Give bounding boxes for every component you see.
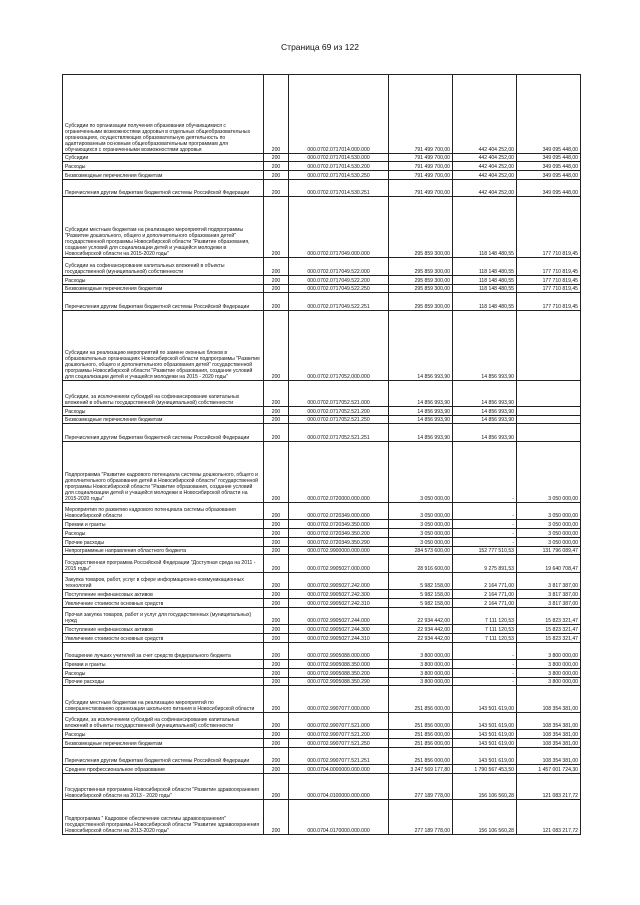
- row-executed-amount: 118 148 480,55: [453, 275, 517, 284]
- row-name-cell: Мероприятия по развитию кадрового потенциала системы образования Новосибирской области: [63, 502, 264, 519]
- row-name-cell: Субсидии, за исключением субсидий на софинансирование капитальных вложений в объекты государственной (муниципальной) собственности: [63, 712, 264, 729]
- row-executed-amount: -: [453, 642, 517, 659]
- row-kbk-cell: 000.0702.9907077.000.000: [289, 686, 389, 712]
- row-kbk-cell: 000.0702.9900000.000.000: [289, 546, 389, 555]
- table-row: [63, 537, 581, 546]
- row-approved-amount: 284 573 600,00: [389, 546, 453, 555]
- row-kbk-cell: 000.0702.0717014.530.000: [289, 153, 389, 162]
- row-kbk-cell: 000.0702.0720000.000.000: [289, 441, 389, 502]
- row-kbk-cell: 000.0702.9905027.000.000: [289, 555, 389, 572]
- row-executed-amount: 143 501 619,00: [453, 686, 517, 712]
- table-row: [63, 730, 581, 739]
- table-row: [63, 75, 581, 154]
- row-remaining-amount: 3 050 000,00: [517, 537, 581, 546]
- row-code-cell: 200: [264, 634, 289, 643]
- row-executed-amount: 442 404 252,00: [453, 162, 517, 171]
- row-approved-amount: 791 499 700,00: [389, 179, 453, 196]
- row-name-cell: Безвозмездные перечисления бюджетам: [63, 415, 264, 424]
- row-name-cell: Государственная программа Российской Федерации "Доступная среда на 2011 - 2015 годы": [63, 555, 264, 572]
- row-remaining-amount: 3 800 000,00: [517, 642, 581, 659]
- row-executed-amount: -: [453, 537, 517, 546]
- row-executed-amount: -: [453, 668, 517, 677]
- table-row: [63, 660, 581, 669]
- row-remaining-amount: 349 095 448,00: [517, 162, 581, 171]
- row-kbk-cell: 000.0702.0717049.000.000: [289, 197, 389, 258]
- row-approved-amount: 791 499 700,00: [389, 153, 453, 162]
- row-kbk-cell: 000.0702.0717014.000.000: [289, 75, 389, 154]
- table-row: [63, 572, 581, 589]
- row-executed-amount: 2 164 771,00: [453, 572, 517, 589]
- row-name-cell: Субсидии, за исключением субсидий на софинансирование капитальных вложений в объекты государственной (муниципальной) собственности: [63, 380, 264, 406]
- row-approved-amount: 251 856 000,00: [389, 686, 453, 712]
- row-name-cell: Субсидии на реализацию мероприятий по замене оконных блоков в образовательных организациях Новосибирской области подпрограммы "Развитие дошкольного, общего и дополнительного образования детей" государственной программы Новосибирской области "Развитие образования, создание условий для социализации детей и учащейся молодежи на 2015 - 2020 годы": [63, 310, 264, 380]
- row-name-cell: Государственная программа Новосибирской области "Развитие здравоохранения Новосибирской области на 2013 - 2020 годы": [63, 773, 264, 799]
- row-executed-amount: 14 856 993,90: [453, 406, 517, 415]
- budget-table: [62, 74, 581, 835]
- row-kbk-cell: 000.0702.0717049.522.000: [289, 258, 389, 275]
- row-code-cell: 200: [264, 765, 289, 774]
- table-row: [63, 642, 581, 659]
- row-code-cell: 200: [264, 441, 289, 502]
- page-number-label: Страница 69 из 122: [281, 42, 359, 52]
- row-name-cell: Перечисления другим бюджетам бюджетной системы Российской Федерации: [63, 179, 264, 196]
- table-row: [63, 677, 581, 686]
- row-code-cell: 200: [264, 502, 289, 519]
- row-approved-amount: 251 856 000,00: [389, 738, 453, 747]
- row-kbk-cell: 000.0702.0720349.350.200: [289, 529, 389, 538]
- table-row: [63, 634, 581, 643]
- row-executed-amount: 143 501 619,00: [453, 738, 517, 747]
- row-remaining-amount: [517, 415, 581, 424]
- row-code-cell: 200: [264, 590, 289, 599]
- row-remaining-amount: 3 800 000,00: [517, 677, 581, 686]
- row-remaining-amount: 349 095 448,00: [517, 75, 581, 154]
- row-executed-amount: -: [453, 441, 517, 502]
- row-remaining-amount: 108 354 381,00: [517, 730, 581, 739]
- row-kbk-cell: 000.0702.0717049.522.200: [289, 275, 389, 284]
- table-row: [63, 529, 581, 538]
- table-row: [63, 153, 581, 162]
- row-code-cell: 200: [264, 284, 289, 293]
- row-code-cell: 200: [264, 668, 289, 677]
- table-row: [63, 424, 581, 441]
- row-code-cell: 200: [264, 406, 289, 415]
- table-row: [63, 275, 581, 284]
- row-name-cell: Прочие расходы: [63, 677, 264, 686]
- row-kbk-cell: 000.0702.0717052.521.000: [289, 380, 389, 406]
- table-row: [63, 415, 581, 424]
- row-name-cell: Поощрение лучших учителей за счет средств федерального бюджета: [63, 642, 264, 659]
- row-approved-amount: 3 050 000,00: [389, 441, 453, 502]
- row-remaining-amount: 121 083 217,72: [517, 799, 581, 834]
- row-approved-amount: 295 859 300,00: [389, 197, 453, 258]
- row-code-cell: 200: [264, 75, 289, 154]
- table-row: [63, 668, 581, 677]
- row-kbk-cell: 000.0702.9905027.244.310: [289, 634, 389, 643]
- row-remaining-amount: 15 823 321,47: [517, 625, 581, 634]
- row-name-cell: Поступление нефинансовых активов: [63, 625, 264, 634]
- row-executed-amount: 14 856 993,90: [453, 310, 517, 380]
- row-code-cell: 200: [264, 712, 289, 729]
- row-remaining-amount: 108 354 381,00: [517, 712, 581, 729]
- row-executed-amount: 143 501 619,00: [453, 747, 517, 764]
- row-name-cell: Прочие расходы: [63, 537, 264, 546]
- row-executed-amount: 9 275 891,53: [453, 555, 517, 572]
- row-approved-amount: 277 189 778,00: [389, 773, 453, 799]
- row-remaining-amount: 177 710 819,45: [517, 284, 581, 293]
- row-approved-amount: 14 856 993,90: [389, 415, 453, 424]
- row-approved-amount: 14 856 993,90: [389, 310, 453, 380]
- row-code-cell: 200: [264, 642, 289, 659]
- row-code-cell: 200: [264, 773, 289, 799]
- row-name-cell: Перечисления другим бюджетам бюджетной системы Российской Федерации: [63, 424, 264, 441]
- row-remaining-amount: 131 796 089,47: [517, 546, 581, 555]
- row-code-cell: 200: [264, 162, 289, 171]
- table-row: [63, 179, 581, 196]
- table-row: [63, 773, 581, 799]
- row-remaining-amount: 108 354 381,00: [517, 747, 581, 764]
- table-row: [63, 293, 581, 310]
- row-remaining-amount: 108 354 381,00: [517, 738, 581, 747]
- row-remaining-amount: 3 050 000,00: [517, 441, 581, 502]
- row-remaining-amount: 3 817 387,00: [517, 590, 581, 599]
- row-kbk-cell: 000.0702.0717052.521.200: [289, 406, 389, 415]
- row-name-cell: Расходы: [63, 162, 264, 171]
- row-remaining-amount: 177 710 819,45: [517, 197, 581, 258]
- row-executed-amount: 1 790 567 453,50: [453, 765, 517, 774]
- row-remaining-amount: 1 457 001 724,30: [517, 765, 581, 774]
- row-kbk-cell: 000.0702.9905027.242.300: [289, 590, 389, 599]
- row-code-cell: 200: [264, 275, 289, 284]
- row-name-cell: Перечисления другим бюджетам бюджетной системы Российской Федерации: [63, 293, 264, 310]
- table-row: [63, 406, 581, 415]
- table-row: [63, 590, 581, 599]
- row-approved-amount: 791 499 700,00: [389, 171, 453, 180]
- row-code-cell: 200: [264, 537, 289, 546]
- row-name-cell: Расходы: [63, 668, 264, 677]
- row-name-cell: Субсидии местным бюджетам на реализацию мероприятий подпрограммы "Развитие дошкольного, общего и дополнительного образования детей" государственной программы Новосибирской области "Развитие образования, создание условий для социализации детей и учащейся молодежи в Новосибирской области на 2015-2020 годы": [63, 197, 264, 258]
- row-name-cell: Среднее профессиональное образование: [63, 765, 264, 774]
- table-row: [63, 502, 581, 519]
- row-name-cell: Увеличение стоимости основных средств: [63, 634, 264, 643]
- row-code-cell: 200: [264, 546, 289, 555]
- row-approved-amount: 3 247 569 177,80: [389, 765, 453, 774]
- row-executed-amount: 2 164 771,00: [453, 599, 517, 608]
- row-code-cell: 200: [264, 555, 289, 572]
- row-executed-amount: 7 111 120,53: [453, 634, 517, 643]
- table-row: [63, 555, 581, 572]
- row-remaining-amount: [517, 310, 581, 380]
- row-approved-amount: 3 800 000,00: [389, 660, 453, 669]
- row-remaining-amount: 3 800 000,00: [517, 660, 581, 669]
- row-executed-amount: 156 106 560,28: [453, 773, 517, 799]
- row-kbk-cell: 000.0702.0720349.350.290: [289, 537, 389, 546]
- row-name-cell: Субсидии местным бюджетам на реализацию мероприятий по совершенствованию организации школьного питания в Новосибирской области: [63, 686, 264, 712]
- row-kbk-cell: 000.0704.0100000.000.000: [289, 773, 389, 799]
- row-executed-amount: 7 111 120,53: [453, 607, 517, 624]
- row-approved-amount: 295 859 300,00: [389, 258, 453, 275]
- table-row: [63, 310, 581, 380]
- row-kbk-cell: 000.0702.9905088.350.290: [289, 677, 389, 686]
- table-row: [63, 520, 581, 529]
- row-code-cell: 200: [264, 197, 289, 258]
- row-kbk-cell: 000.0702.0717014.530.251: [289, 179, 389, 196]
- row-code-cell: 200: [264, 660, 289, 669]
- row-executed-amount: 7 111 120,53: [453, 625, 517, 634]
- row-kbk-cell: 000.0702.9907077.521.000: [289, 712, 389, 729]
- table-row: [63, 747, 581, 764]
- row-approved-amount: 251 856 000,00: [389, 747, 453, 764]
- row-approved-amount: 14 856 993,90: [389, 380, 453, 406]
- row-approved-amount: 295 859 300,00: [389, 293, 453, 310]
- row-name-cell: Безвозмездные перечисления бюджетам: [63, 284, 264, 293]
- table-row: [63, 799, 581, 834]
- table-row: [63, 546, 581, 555]
- row-code-cell: 200: [264, 572, 289, 589]
- row-name-cell: Увеличение стоимости основных средств: [63, 599, 264, 608]
- row-kbk-cell: 000.0702.0720349.000.000: [289, 502, 389, 519]
- row-approved-amount: 3 800 000,00: [389, 677, 453, 686]
- row-remaining-amount: 15 823 321,47: [517, 607, 581, 624]
- row-approved-amount: 22 934 442,00: [389, 625, 453, 634]
- row-approved-amount: 3 050 000,00: [389, 520, 453, 529]
- row-executed-amount: 118 148 480,55: [453, 284, 517, 293]
- row-name-cell: Премии и гранты: [63, 660, 264, 669]
- row-remaining-amount: 3 050 000,00: [517, 529, 581, 538]
- row-approved-amount: 28 916 600,00: [389, 555, 453, 572]
- row-kbk-cell: 000.0702.0717052.521.251: [289, 424, 389, 441]
- row-remaining-amount: 349 095 448,00: [517, 171, 581, 180]
- row-executed-amount: -: [453, 660, 517, 669]
- row-kbk-cell: 000.0702.9905088.000.000: [289, 642, 389, 659]
- table-row: [63, 599, 581, 608]
- row-kbk-cell: 000.0702.0717049.522.251: [289, 293, 389, 310]
- table-row: [63, 171, 581, 180]
- row-approved-amount: 791 499 700,00: [389, 162, 453, 171]
- table-row: [63, 738, 581, 747]
- row-code-cell: 200: [264, 529, 289, 538]
- row-name-cell: Прочая закупка товаров, работ и услуг для государственных (муниципальных) нужд: [63, 607, 264, 624]
- row-executed-amount: 442 404 252,00: [453, 153, 517, 162]
- row-remaining-amount: 177 710 819,45: [517, 275, 581, 284]
- table-row: [63, 162, 581, 171]
- row-approved-amount: 3 050 000,00: [389, 502, 453, 519]
- row-kbk-cell: 000.0704.0170000.000.000: [289, 799, 389, 834]
- row-executed-amount: -: [453, 529, 517, 538]
- row-code-cell: 200: [264, 738, 289, 747]
- row-executed-amount: 118 148 480,55: [453, 197, 517, 258]
- table-row: [63, 625, 581, 634]
- row-code-cell: 200: [264, 607, 289, 624]
- row-code-cell: 200: [264, 415, 289, 424]
- row-approved-amount: 295 859 300,00: [389, 275, 453, 284]
- row-executed-amount: 442 404 252,00: [453, 171, 517, 180]
- row-kbk-cell: 000.0702.9905027.242.000: [289, 572, 389, 589]
- row-kbk-cell: 000.0702.0717014.530.200: [289, 162, 389, 171]
- row-remaining-amount: [517, 406, 581, 415]
- row-kbk-cell: 000.0702.0717052.000.000: [289, 310, 389, 380]
- row-code-cell: 200: [264, 747, 289, 764]
- row-code-cell: 200: [264, 625, 289, 634]
- row-remaining-amount: 349 095 448,00: [517, 179, 581, 196]
- table-row: [63, 380, 581, 406]
- row-name-cell: Расходы: [63, 275, 264, 284]
- row-name-cell: Подпрограмма " Кадровое обеспечение системы здравоохранения" государственной программы Новосибирской области "Развитие здравоохранения Новосибирской области на 2013-2020 годы": [63, 799, 264, 834]
- budget-table-body: [63, 75, 581, 835]
- row-remaining-amount: 121 083 217,72: [517, 773, 581, 799]
- row-kbk-cell: 000.0702.9905088.350.200: [289, 668, 389, 677]
- row-kbk-cell: 000.0702.0717049.522.250: [289, 284, 389, 293]
- row-name-cell: Непрограммные направления областного бюджета: [63, 546, 264, 555]
- row-code-cell: 200: [264, 686, 289, 712]
- row-kbk-cell: 000.0704.0000000.000.000: [289, 765, 389, 774]
- table-row: [63, 441, 581, 502]
- row-executed-amount: 2 164 771,00: [453, 590, 517, 599]
- row-approved-amount: 14 856 993,90: [389, 406, 453, 415]
- row-kbk-cell: 000.0702.9907077.521.200: [289, 730, 389, 739]
- row-kbk-cell: 000.0702.9905027.242.310: [289, 599, 389, 608]
- row-code-cell: 200: [264, 677, 289, 686]
- row-kbk-cell: 000.0702.9905027.244.000: [289, 607, 389, 624]
- row-approved-amount: 791 499 700,00: [389, 75, 453, 154]
- row-executed-amount: 143 501 619,00: [453, 730, 517, 739]
- row-name-cell: Субсидии на софинансирование капитальных вложений в объекты государственной (муниципальной) собственности: [63, 258, 264, 275]
- row-remaining-amount: 15 823 321,47: [517, 634, 581, 643]
- row-name-cell: Безвозмездные перечисления бюджетам: [63, 171, 264, 180]
- row-name-cell: Расходы: [63, 406, 264, 415]
- table-row: [63, 686, 581, 712]
- row-code-cell: 200: [264, 153, 289, 162]
- row-name-cell: Расходы: [63, 529, 264, 538]
- row-code-cell: 200: [264, 799, 289, 834]
- row-executed-amount: -: [453, 502, 517, 519]
- row-kbk-cell: 000.0702.0717014.530.250: [289, 171, 389, 180]
- row-approved-amount: 3 050 000,00: [389, 529, 453, 538]
- row-remaining-amount: 3 050 000,00: [517, 502, 581, 519]
- row-remaining-amount: 3 800 000,00: [517, 668, 581, 677]
- row-kbk-cell: 000.0702.9905088.350.000: [289, 660, 389, 669]
- row-name-cell: Перечисления другим бюджетам бюджетной системы Российской Федерации: [63, 747, 264, 764]
- row-name-cell: Расходы: [63, 730, 264, 739]
- row-kbk-cell: 000.0702.9905027.244.300: [289, 625, 389, 634]
- row-name-cell: Субсидии по организации получения образования обучающимися с ограниченными возможностями здоровья в отдельных общеобразовательных организациях, осуществляющих образовательную деятельность по адаптированным основным общеобразовательным программам для обучающихся с ограниченными возможностями здоровья: [63, 75, 264, 154]
- table-row: [63, 607, 581, 624]
- row-approved-amount: 251 856 000,00: [389, 730, 453, 739]
- row-executed-amount: 14 856 993,90: [453, 424, 517, 441]
- row-approved-amount: 5 982 158,00: [389, 590, 453, 599]
- row-name-cell: Премии и гранты: [63, 520, 264, 529]
- row-remaining-amount: 177 710 819,45: [517, 293, 581, 310]
- row-executed-amount: 442 404 252,00: [453, 179, 517, 196]
- row-kbk-cell: 000.0702.9907077.521.251: [289, 747, 389, 764]
- row-remaining-amount: 108 354 381,00: [517, 686, 581, 712]
- row-approved-amount: 3 050 000,00: [389, 537, 453, 546]
- row-executed-amount: 156 106 560,28: [453, 799, 517, 834]
- row-executed-amount: 152 777 510,53: [453, 546, 517, 555]
- row-remaining-amount: 19 640 708,47: [517, 555, 581, 572]
- row-approved-amount: 3 800 000,00: [389, 668, 453, 677]
- row-approved-amount: 22 934 442,00: [389, 607, 453, 624]
- row-kbk-cell: 000.0702.0720349.350.000: [289, 520, 389, 529]
- row-executed-amount: -: [453, 677, 517, 686]
- row-kbk-cell: 000.0702.0717052.521.250: [289, 415, 389, 424]
- row-remaining-amount: 177 710 819,45: [517, 258, 581, 275]
- row-approved-amount: 277 189 778,00: [389, 799, 453, 834]
- row-code-cell: 200: [264, 310, 289, 380]
- row-remaining-amount: 349 095 448,00: [517, 153, 581, 162]
- table-row: [63, 284, 581, 293]
- row-code-cell: 200: [264, 730, 289, 739]
- row-kbk-cell: 000.0702.9907077.521.250: [289, 738, 389, 747]
- row-executed-amount: 118 148 480,55: [453, 293, 517, 310]
- row-executed-amount: -: [453, 520, 517, 529]
- row-remaining-amount: [517, 424, 581, 441]
- row-name-cell: Безвозмездные перечисления бюджетам: [63, 738, 264, 747]
- row-code-cell: 200: [264, 179, 289, 196]
- row-approved-amount: 5 982 158,00: [389, 572, 453, 589]
- row-code-cell: 200: [264, 424, 289, 441]
- row-code-cell: 200: [264, 520, 289, 529]
- table-row: [63, 197, 581, 258]
- row-name-cell: Подпрограмма "Развитие кадрового потенциала системы дошкольного, общего и дополнительного образования детей в Новосибирской области" государственной программы Новосибирской области "Развитие образования, создание условий для социализации детей и учащейся молодежи в Новосибирской области на 2015-2020 годы": [63, 441, 264, 502]
- row-code-cell: 200: [264, 380, 289, 406]
- table-row: [63, 258, 581, 275]
- row-remaining-amount: [517, 380, 581, 406]
- table-row: [63, 765, 581, 774]
- row-executed-amount: 14 856 993,90: [453, 415, 517, 424]
- table-row: [63, 712, 581, 729]
- row-name-cell: Закупка товаров, работ, услуг в сфере информационно-коммуникационных технологий: [63, 572, 264, 589]
- row-remaining-amount: 3 817 387,00: [517, 572, 581, 589]
- row-approved-amount: 14 856 993,90: [389, 424, 453, 441]
- row-approved-amount: 251 856 000,00: [389, 712, 453, 729]
- row-approved-amount: 295 859 300,00: [389, 284, 453, 293]
- row-executed-amount: 143 501 619,00: [453, 712, 517, 729]
- row-code-cell: 200: [264, 171, 289, 180]
- row-executed-amount: 118 148 480,55: [453, 258, 517, 275]
- row-name-cell: Субсидии: [63, 153, 264, 162]
- row-remaining-amount: 3 817 387,00: [517, 599, 581, 608]
- row-name-cell: Поступление нефинансовых активов: [63, 590, 264, 599]
- row-approved-amount: 5 982 158,00: [389, 599, 453, 608]
- row-code-cell: 200: [264, 599, 289, 608]
- row-code-cell: 200: [264, 293, 289, 310]
- row-executed-amount: 442 404 252,00: [453, 75, 517, 154]
- row-remaining-amount: 3 050 000,00: [517, 520, 581, 529]
- row-executed-amount: 14 856 993,90: [453, 380, 517, 406]
- row-approved-amount: 22 934 442,00: [389, 634, 453, 643]
- row-code-cell: 200: [264, 258, 289, 275]
- row-approved-amount: 3 800 000,00: [389, 642, 453, 659]
